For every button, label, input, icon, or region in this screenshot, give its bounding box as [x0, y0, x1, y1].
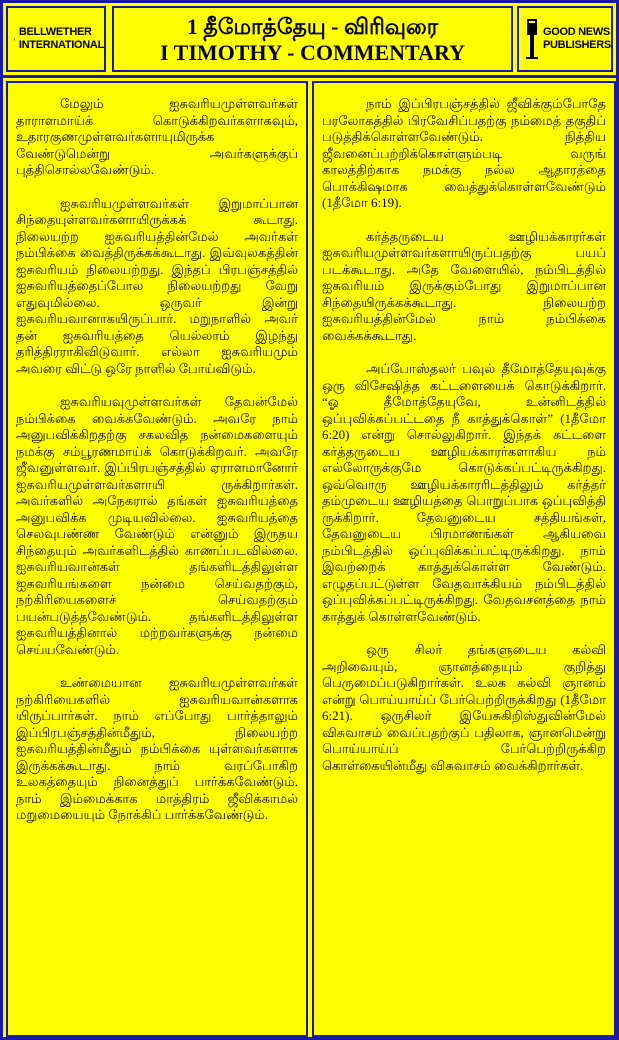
paragraph: ஐசுவரியவுமுள்ளவர்கள் தேவன்மேல் நம்பிக்கை வைக்கவேண்டும். அவரே நாம் அனுபவிக்கிறதற்கு சகலவித நன்மைகளையும் நமக்கு சம்பூரணமாய்க் கொடுக்கிறவர். அவரே ஜீவனுள்ளவர். இப்பிரபஞ்சத்தில் ஏராளமானோர் ஐசுவரியமுள்ளவர்களாயி ருக்கிறார்கள். அவர்களில் அநேகரால் தங்கள் ஐசுவரியத்தை அனுபவிக்க முடியவில்லை. ஐசுவரியத்தை செலவுபண்ண வேண்டும் என்னும் இருதய சிந்தையும் அவர்களிடத்தில் காணப்படவில்லை. ஐசுவரியவான்கள் தங்களிடத்திலுள்ள ஐசுவரியங்களை நன்மை செய்வதற்கும், நற்கிரியைகளைச் செய்வதற்கும் பயன்படுத்தவேண்டும். தங்களிடத்திலுள்ள ஐசுவரியத்தினால் மற்றவர்களுக்கு நன்மை செய்யவேண்டும்.	[16, 394, 298, 657]
book-icon	[525, 19, 539, 59]
tower-icon	[14, 17, 15, 61]
page-title-english: I TIMOTHY - COMMENTARY	[160, 40, 465, 65]
good-news-line2: PUBLISHERS	[543, 39, 611, 51]
bellwether-logo	[6, 6, 106, 72]
good-news-logo	[517, 6, 613, 72]
right-column	[312, 81, 616, 1037]
title-box	[112, 6, 513, 72]
bellwether-line2: INTERNATIONAL	[18, 39, 104, 51]
paragraph: கர்த்தருடைய ஊழியக்காரர்கள் ஐசுவரியமுள்ளவர்களாயிருப்பதற்கு பயப் படக்கூடாது. அதே வேளையில், நம்பிடத்தில் ஐசுவரியம் இருக்கும்போது இறுமாப்பான சிந்தையிருக்கக்கூடாது. நிலையற்ற ஐசுவரியத்தின்மேல் நாம் நம்பிக்கை வைக்கக்கூடாது.	[322, 228, 606, 343]
good-news-line1: GOOD NEWS	[543, 26, 610, 38]
paragraph: மேலும் ஐசுவரியமுள்ளவர்கள் தாராளமாய்க் கொடுக்கிறவர்களாகவும், உதாரகுணமுள்ளவர்களாயுமிருக்க வேண்டுமென்று அவர்களுக்குப் புத்திசொல்லவேண்டும்.	[16, 96, 298, 177]
paragraph: ஒரு சிலர் தங்களுடைய கல்வி அறிவையும், ஞானத்தையும் குறித்து பெருமைப்படுகிறார்கள். உலக கல்வி ஞானம் என்று பொய்யாய்ப் பேர்பெற்றிருக்கிறது (1தீமோ 6:21). ஒருசிலர் இயேசுகிறிஸ்துவின்மேல் விசுவாசம் வைப்பதற்குப் பதிலாக, ஞானமென்று பொய்யாய்ப் பேர்பெற்றிருக்கிற கொள்கையின்மீது விசுவாசம் வைக்கிறார்கள்.	[322, 642, 606, 773]
paragraph: அப்போஸ்தலர் பவுல் தீமோத்தேயுவுக்கு ஒரு விசேஷித்த கட்டளையைக் கொடுக்கிறார். “ஓ தீமோத்தேயுவே, உன்னிடத்தில் ஒப்புவிக்கப்பட்டதை நீ காத்துக்கொள்” (1தீமோ 6:20) என்று சொல்லுகிறார். இந்தக் கட்டளை கர்த்தருடைய ஊழியக்காரர்களாகிய நம் எல்லோருக்குமே கொடுக்கப்பட்டிருக்கிறது. ஒவ்வொரு ஊழியக்காரரிடத்திலும் கர்த்தர் தம்முடைய ஊழியத்தை பொறுப்பாக ஒப்புவித்தி ருக்கிறார். தேவனுடைய சத்தியங்கள், தேவனுடைய பிரமாணங்கள் ஆகியவை நம்பிடத்தில் ஒப்புவிக்கப்பட்டிருக்கிறது. நாம் இவற்றைக் காத்துக்கொள்ள வேண்டும். எழுதப்பட்டுள்ள வேதவாக்கியம் நம்பிடத்தில் ஒப்புவிக்கப்பட்டிருக்கிறது. வேதவசனத்தை நாம் காத்துக் கொள்ளவேண்டும்.	[322, 361, 606, 624]
good-news-logo-text	[543, 26, 611, 52]
header	[3, 3, 616, 78]
page-title-tamil: 1 தீமோத்தேயு - விரிவுரை	[186, 14, 439, 39]
paragraph: நாம் இப்பிரபஞ்சத்தில் ஜீவிக்கும்போதே பரலோகத்தில் பிரவேசிப்பதற்கு நம்மைத் தகுதிப் படுத்திக்கொள்ளவேண்டும். நித்திய ஜீவனைப்பற்றிக்கொள்ளும்படி வருங் காலத்திற்காக நமக்கு நல்ல ஆதாரத்தை பொக்கிஷமாக வைத்துக்கொள்ளவேண்டும் (1தீமோ 6:19).	[322, 96, 606, 210]
paragraph: ஐசுவரியமுள்ளவர்கள் இறுமாப்பான சிந்தையுள்ளவர்களாயிருக்கக் கூடாது. நிலையற்ற ஐசுவரியத்தின்மேல் அவர்கள் நம்பிக்கை வைத்திருக்கக்கூடாது. இவ்வுலகத்தின் ஐசுவரியம் நிலையற்றது. இந்தப் பிரபஞ்சத்தில் ஐசுவரியத்தைப்போல நிலையற்றது வேறு எதுவுமில்லை. ஒருவர் இன்று ஐசுவரியவானாகயிருப்பார். மறுநாளில் அவர் தன் ஐசுவரியத்தை யெல்லாம் இழந்து தரித்திரராகிவிடுவார். எல்லா ஐசுவரியமும் அவரை விட்டு ஒரே நாளில் போய்விடும்.	[16, 195, 298, 376]
bellwether-line1: BELLWETHER	[18, 26, 92, 38]
paragraph: உண்மையான ஐசுவரியமுள்ளவர்கள் நற்கிரியைகளில் ஐசுவரியவான்களாக யிருப்பார்கள். நாம் எப்போது பார்த்தாலும் இப்பிரபஞ்சத்தின்மீதும், நிலையற்ற ஐசுவரியத்தின்மீதும் நம்பிக்கை யுள்ளவர்களாக இருக்கக்கூடாது. நாம் வரப்போகிற உலகத்தையும் நினைத்துப் பார்க்கவேண்டும். நாம் இம்மைக்காக மாத்திரம் ஜீவிக்காமல் மறுமையையும் நோக்கிப் பார்க்கவேண்டும்.	[16, 675, 298, 822]
left-column	[6, 81, 308, 1037]
bellwether-logo-text	[19, 26, 104, 52]
